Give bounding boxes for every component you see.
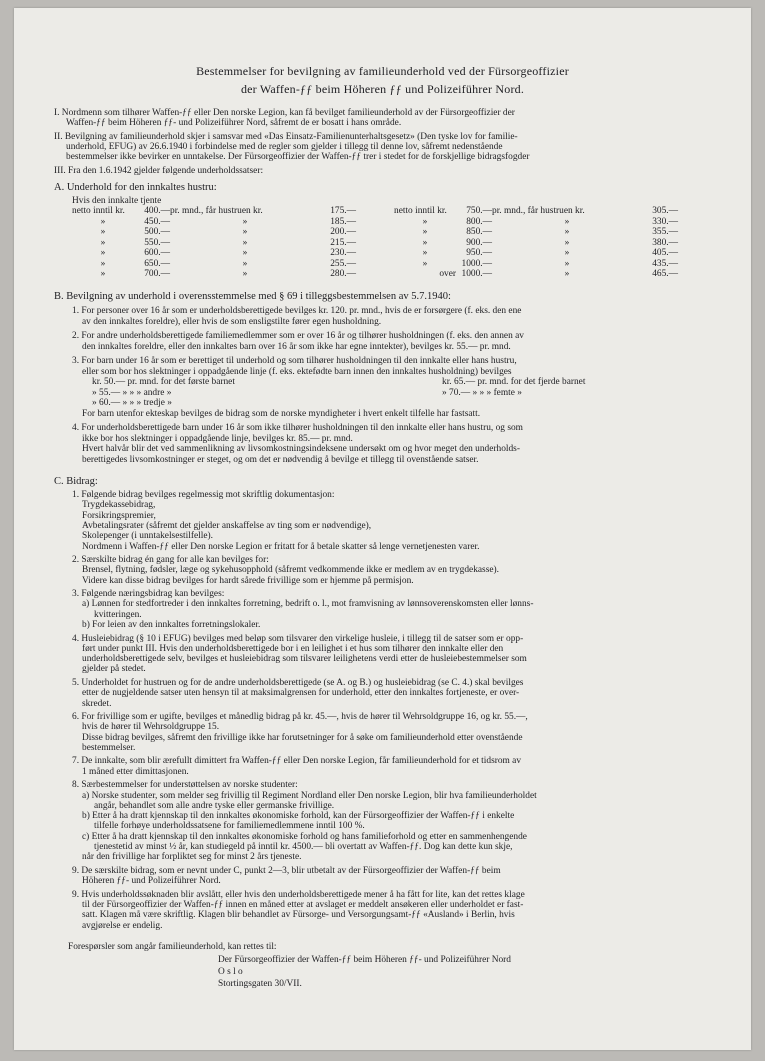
amount-value: 280.— <box>330 269 356 279</box>
section-c-line: 3. Følgende næringsbidrag kan bevilges: <box>72 589 225 600</box>
ditto-mark: » <box>100 216 106 227</box>
income-over: over <box>439 269 456 279</box>
section-c-line: 8. Særbestemmelser for understøttelsen av norske studenter: <box>72 780 298 791</box>
intro-line: II. Bevilgning av familieunderhold skjer i samsvar med «Das Einsatz-Familienunterhaltsgesetz» (Den tyske lov for familie- <box>54 132 518 142</box>
income-value: 750.— <box>466 206 492 216</box>
section-b-line: ikke bor hos slektninger i oppadgående linje, bevilges kr. 85.— pr. mnd. <box>82 433 353 444</box>
income-value: 400.— <box>144 206 170 216</box>
section-c-line: hvis de hører til Wehrsoldgruppe 15. <box>82 722 220 733</box>
section-c-line: avgjørelse er endelig. <box>82 920 163 931</box>
amount-value: 405.— <box>652 248 678 258</box>
amount-value: 355.— <box>652 227 678 237</box>
amount-value: 465.— <box>652 269 678 279</box>
section-c-line: skredet. <box>82 698 112 709</box>
income-value: 950.— <box>466 248 492 258</box>
ditto-mark: » <box>100 237 106 248</box>
section-c-line: Höheren ƒƒ- und Polizeiführer Nord. <box>82 876 221 887</box>
child-rate-left: kr. 50.— pr. mnd. for det første barnet <box>92 377 235 387</box>
section-c-line: 7. De innkalte, som blir ærefullt dimittert fra Waffen-ƒƒ eller Den norske Legion, får familieunderhold for et tidsrom av <box>72 756 522 767</box>
amount-value: 200.— <box>330 227 356 237</box>
income-row <box>72 259 356 270</box>
section-b-line: av den innkaltes foreldre), eller hvis de som ensligstilte fører egen husholdning. <box>82 316 382 327</box>
section-c-line: 1. Følgende bidrag bevilges regelmessig mot skriftlig dokumentasjon: <box>72 490 335 500</box>
income-prefix: netto inntil kr. <box>394 206 447 216</box>
section-a-header: Hvis den innkalte tjente <box>72 196 162 206</box>
income-row <box>394 269 678 280</box>
income-row <box>72 238 356 249</box>
income-row <box>394 227 678 238</box>
intro-line: I. Nordmenn som tilhører Waffen-ƒƒ eller Den norske Legion, kan få bevilget familieunderhold av der Fürsorgeoffizier der <box>54 108 515 118</box>
section-c-line: b) Etter å ha dratt kjennskap til den innkaltes økonomiske forhold, kan der Fürsorgeoffizier der Waffen-ƒƒ i enkelte <box>82 811 515 822</box>
ditto-mark: » <box>100 227 106 237</box>
section-c-line: 1 måned etter dimittasjonen. <box>82 766 189 777</box>
income-row <box>72 217 356 228</box>
amount-value: 230.— <box>330 248 356 258</box>
section-c-line: gjelder på stedet. <box>82 664 146 675</box>
footer-line: O s l o <box>218 967 243 977</box>
income-mid-text: pr. mnd., får hustruen kr. <box>170 206 263 216</box>
section-c-line: satt. Klagen må være skriftlig. Klagen blir behandlet av Fürsorge- und Versorgungsamt-ƒƒ «Ausland» i Berlin, hvis <box>82 910 515 921</box>
document-sheet <box>14 8 751 1050</box>
amount-value: 175.— <box>330 206 356 216</box>
income-prefix: netto inntil kr. <box>72 206 125 216</box>
income-value: 500.— <box>144 227 170 237</box>
section-c-line: 2. Særskilte bidrag én gang for alle kan bevilges for: <box>72 555 269 565</box>
section-c-line: underholdsberettigede selv, bevilges et husleiebidrag som tilsvarer leilighetens verdi etter de husleiebestemmelser som <box>82 654 527 665</box>
income-value: 850.— <box>466 227 492 237</box>
child-rate-right: » 70.— » » » femte » <box>442 387 522 398</box>
child-rate-left: » 55.— » » » andre » <box>92 387 172 398</box>
section-a-label: A. Underhold for den innkaltes hustru: <box>54 182 217 193</box>
ditto-mark: » <box>242 216 248 227</box>
section-c-line: Trygdekassebidrag, <box>82 500 156 511</box>
income-value: 1000.— <box>461 269 492 279</box>
ditto-mark: » <box>564 269 570 279</box>
footer-line: Forespørsler som angår familieunderhold, kan rettes til: <box>68 942 277 952</box>
income-row <box>72 227 356 238</box>
income-value: 450.— <box>144 216 170 227</box>
section-c-line: angår, behandlet som alle andre tyske eller germanske frivillige. <box>94 800 335 811</box>
ditto-mark: » <box>242 248 248 258</box>
amount-value: 380.— <box>652 237 678 248</box>
section-b-line: For barn utenfor ekteskap bevilges de bidrag som de norske myndigheter i hvert enkelt tilfelle har fastsatt. <box>82 408 481 419</box>
income-value: 700.— <box>144 269 170 279</box>
section-c-line: Disse bidrag bevilges, såfremt den frivillige ikke har forutsetninger for å søke om familieunderhold etter ovenstående <box>82 732 523 743</box>
intro-line: III. Fra den 1.6.1942 gjelder følgende underholdssatser: <box>54 166 264 176</box>
section-c-line: tilfelle forhøye underholdssatsene for familiemedlemmene inntil 100 %. <box>94 821 365 832</box>
footer-line: Stortingsgaten 30/VII. <box>218 979 302 989</box>
income-row <box>394 217 678 228</box>
intro-line: bestemmelser ikke bevirker en unntakelse. Der Fürsorgeoffizier der Waffen-ƒƒ trer i stedet for de forskjellige bidragsfogder <box>66 152 530 162</box>
section-c-line: 9. De særskilte bidrag, som er nevnt under C, punkt 2—3, blir utbetalt av der Fürsorgeoffizier der Waffen-ƒƒ beim <box>72 865 501 876</box>
ditto-mark: » <box>564 237 570 248</box>
section-c-line: 5. Underholdet for hustruen og for de andre underholdsberettigede (se A. og B.) og husleiebidrag (se C. 4.) skal bevilges <box>72 677 524 688</box>
income-value: 550.— <box>144 237 170 248</box>
income-row <box>72 269 356 280</box>
section-b-line: 3. For barn under 16 år som er berettiget til underhold og som tilhører husholdningen til den innkalte eller hans hustru, <box>72 356 517 366</box>
section-c-label: C. Bidrag: <box>54 476 98 487</box>
child-rate-left: » 60.— » » » tredje » <box>92 398 172 408</box>
section-c-line: Videre kan disse bidrag bevilges for hardt sårede frivillige som er hjemme på permisjon. <box>82 575 414 586</box>
section-c-line: 9. Hvis underholdssøknaden blir avslått, eller hvis den underholdsberettigede mener å ha fått for lite, kan det rettes klage <box>72 889 525 900</box>
income-row <box>72 248 356 259</box>
section-c-line: bestemmelser. <box>82 742 136 753</box>
amount-value: 255.— <box>330 258 356 269</box>
income-value: 600.— <box>144 248 170 258</box>
amount-value: 435.— <box>652 258 678 269</box>
section-c-line: a) Norske studenter, som melder seg frivillig til Regiment Nordland eller Den norske Legion, blir hva familieunderholdet <box>82 790 537 801</box>
ditto-mark: » <box>100 248 106 258</box>
income-value: 900.— <box>466 237 492 248</box>
ditto-mark: » <box>422 216 428 227</box>
section-b-line: eller som bor hos slektninger i oppadgående linje (f. eks. ektefødte barn innen den innkaltes husholdning) bevilges <box>82 366 512 377</box>
income-table-right <box>394 206 678 280</box>
section-c-line: Nordmenn i Waffen-ƒƒ eller Den norske Legion er fritatt for å betale skatter så lenge vernetjenesten varer. <box>82 541 480 552</box>
income-value: 650.— <box>144 258 170 269</box>
ditto-mark: » <box>422 248 428 258</box>
section-c-line: kvitteringen. <box>94 609 142 620</box>
ditto-mark: » <box>422 227 428 237</box>
section-b-label: B. Bevilgning av underhold i overensstemmelse med § 69 i tilleggsbestemmelsen av 5.7.1940: <box>54 291 451 302</box>
income-value: 1000.— <box>461 258 492 269</box>
section-c-line: c) Etter å ha dratt kjennskap til den innkaltes økonomiske forhold og hans familieforhold og etter en sammenhengende <box>82 831 527 842</box>
document-title-line2: der Waffen-ƒƒ beim Höheren ƒƒ und Polizeiführer Nord. <box>240 82 525 96</box>
amount-value: 305.— <box>652 206 678 216</box>
section-b-line: 4. For underholdsberettigede barn under 16 år som ikke tilhører husholdningen til den innkalte eller hans hustru, og som <box>72 423 523 433</box>
ditto-mark: » <box>422 258 428 269</box>
ditto-mark: » <box>564 216 570 227</box>
ditto-mark: » <box>242 258 248 269</box>
intro-line: Waffen-ƒƒ beim Höheren ƒƒ- und Polizeiführer Nord, såfremt de er bosatt i hans område. <box>66 118 402 128</box>
ditto-mark: » <box>242 269 248 279</box>
ditto-mark: » <box>100 258 106 269</box>
section-c-line: Brensel, flytning, fødsler, læge og sykehusopphold (såfremt vedkommende ikke er medlem av en trygdekasse). <box>82 565 499 576</box>
section-b-line: 1. For personer over 16 år som er underholdsberettigede bevilges kr. 120. pr. mnd., hvis de er forsørgere (f. eks. den ene <box>72 306 522 316</box>
amount-value: 215.— <box>330 237 356 248</box>
section-c-line: a) Lønnen for stedfortreder i den innkaltes forretning, bedrift o. l., mot framvisning av lønnsoverenskomsten eller lønns- <box>82 599 534 610</box>
section-c-line: Skolepenger (i unntakelsestilfelle). <box>82 531 213 542</box>
section-c-line: tjenestetid av minst ½ år, kan studiegeld på inntil kr. 4500.— bli overtatt av Waffen-ƒƒ. Dog kan dette kun skje, <box>94 842 513 852</box>
ditto-mark: » <box>242 237 248 248</box>
income-row <box>394 206 678 217</box>
section-c-line: b) For leien av den innkaltes forretningslokaler. <box>82 620 261 630</box>
income-row <box>394 259 678 270</box>
amount-value: 185.— <box>330 216 356 227</box>
section-c-line: etter de nugjeldende satser uten hensyn til at maksimalgrensen for underhold, etter den innkaltes fortjeneste, er over- <box>82 688 520 699</box>
section-c-line: 6. For frivillige som er ugifte, bevilges et månedlig bidrag på kr. 45.—, hvis de hører til Wehrsoldgruppe 16, og kr. 55.—, <box>72 712 528 722</box>
section-c-line: ført under punkt III. Hvis den underholdsberettigede bor i en leilighet i et hus som tilhører den innkalte eller den <box>82 643 504 654</box>
ditto-mark: » <box>100 269 106 279</box>
income-value: 800.— <box>466 216 492 227</box>
ditto-mark: » <box>564 258 570 269</box>
section-b-line: 2. For andre underholdsberettigede familiemedlemmer som er over 16 år og tilhører husholdningen (f. eks. den annen av <box>72 331 524 341</box>
section-c-line: 4. Husleiebidrag (§ 10 i EFUG) bevilges med beløp som tilsvarer den virkelige husleie, i tillegg til de satser som er opp- <box>72 633 524 644</box>
ditto-mark: » <box>564 248 570 258</box>
document-title-line1: Bestemmelser for bevilgning av familieunderhold ved der Fürsorgeoffizier <box>196 64 569 78</box>
section-c-line: når den frivillige har forpliktet seg for minst 2 års tjeneste. <box>82 852 302 863</box>
income-mid-text: pr. mnd., får hustruen kr. <box>492 206 585 216</box>
amount-value: 330.— <box>652 216 678 227</box>
child-rate-right: kr. 65.— pr. mnd. for det fjerde barnet <box>442 377 586 387</box>
footer-line: Der Fürsorgeoffizier der Waffen-ƒƒ beim Höheren ƒƒ- und Polizeiführer Nord <box>218 955 511 965</box>
income-row <box>72 206 356 217</box>
section-b-line: den innkaltes foreldre, eller den innkaltes barn over 16 år som ikke har egne inntekter), bevilges kr. 55.— pr. mnd. <box>82 341 511 352</box>
ditto-mark: » <box>242 227 248 237</box>
intro-line: underhold, EFUG) av 26.6.1940 i forbindelse med de regler som gjelder i tillegg til denne lov, såfremt nedenstående <box>66 142 503 152</box>
section-c-line: til der Fürsorgeoffizier der Waffen-ƒƒ innen en måned etter at avslaget er meddelt ansøkeren eller underholdet er fast- <box>82 899 524 910</box>
ditto-mark: » <box>564 227 570 237</box>
income-row <box>394 248 678 259</box>
section-b-line: berettigedes livsomkostninger er steget, og om det er nødvendig å bevilge et tillegg til ovenstående satser. <box>82 454 479 465</box>
ditto-mark: » <box>422 237 428 248</box>
section-c-line: Avbetalingsrater (såfremt det gjelder anskaffelse av ting som er nødvendige), <box>82 520 372 531</box>
section-c-line: Forsikringspremier, <box>82 510 156 521</box>
income-table-left <box>72 206 356 280</box>
income-row <box>394 238 678 249</box>
section-b-line: Hvert halvår blir det ved sammenlikning av livsomkostningsindeksene undersøkt om og hvor meget den underholds- <box>82 444 520 454</box>
